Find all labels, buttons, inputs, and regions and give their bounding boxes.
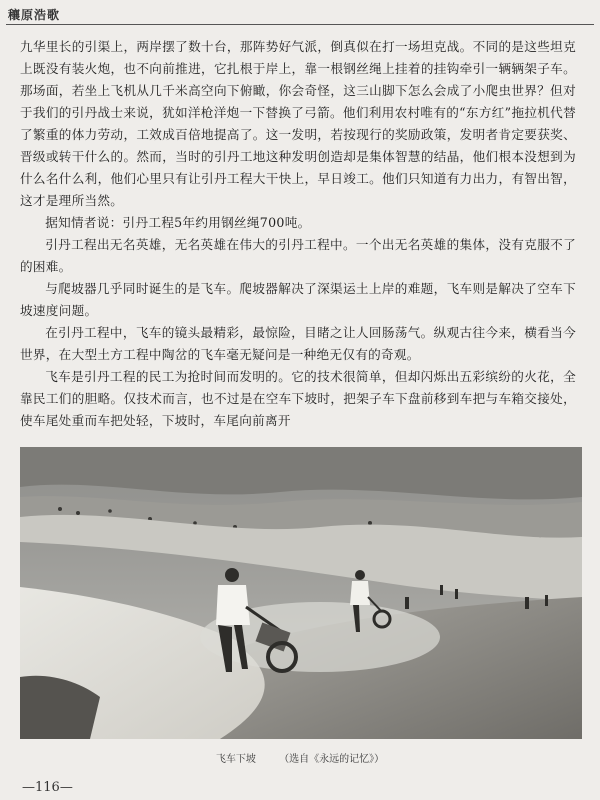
paragraph: 与爬坡器几乎同时诞生的是飞车。爬坡器解决了深渠运土上岸的难题，飞车则是解决了空车下坡速度问题。 [20,281,576,318]
book-title: 穰原浩歌 [8,8,61,22]
caption-title: 飞车下坡 [215,754,256,765]
body-text [20,36,576,432]
page-number: —116— [22,780,73,795]
figure-caption [0,750,600,765]
paragraph: 在引丹工程中，飞车的镜头最精彩，最惊险，目睹之让人回肠荡气。纵观古往今来，横看当今世界，在大型土方工程中陶岔的飞车毫无疑问是一种绝无仅有的奇观。 [20,325,576,362]
paragraph: 据知情者说：引丹工程5年约用钢丝绳700吨。 [45,215,311,230]
running-header [0,0,600,26]
paragraph: 引丹工程出无名英雄，无名英雄在伟大的引丹工程中。一个出无名英雄的集体，没有克服不了的困难。 [20,237,576,274]
header-divider [6,24,594,25]
paragraph: 九华里长的引渠上，两岸摆了数十台，那阵势好气派，倒真似在打一场坦克战。不同的是这些坦克上既没有装火炮，也不向前推进，它扎根于岸上，靠一根钢丝绳上挂着的挂钩牵引一辆辆架子车。那场面，若坐上飞机从几千米高空向下俯瞰，你会奇怪，这三山脚下怎么会成了小爬虫世界？但对于我们的引丹战士来说，犹如洋枪洋炮一下替换了弓箭。他们利用农村唯有的“东方红”拖拉机代替了繁重的体力劳动，工效成百倍地提高了。这一发明，若按现行的奖励政策，发明者肯定要获奖、晋级或转干什么的。然而，当时的引丹工地这种发明创造却是集体智慧的结晶，他们根本没想到为什么名什么利，他们心里只有让引丹工程大干快上，早日竣工。他们只知道有力出力，有智出智，这才是理所当然。 [20,39,576,208]
caption-source: （选自《永远的记忆》） [279,754,385,765]
paragraph: 飞车是引丹工程的民工为抢时间而发明的。它的技术很简单，但却闪烁出五彩缤纷的火花，全靠民工们的胆略。仅技术而言，也不过是在空车下坡时，把架子车下盘前移到车把与车箱交接处，使车尾处重而车把处轻，下坡时，车尾向前离开 [20,369,576,428]
photo-flying-carts-downhill [20,447,582,739]
photo-illustration [20,447,582,739]
